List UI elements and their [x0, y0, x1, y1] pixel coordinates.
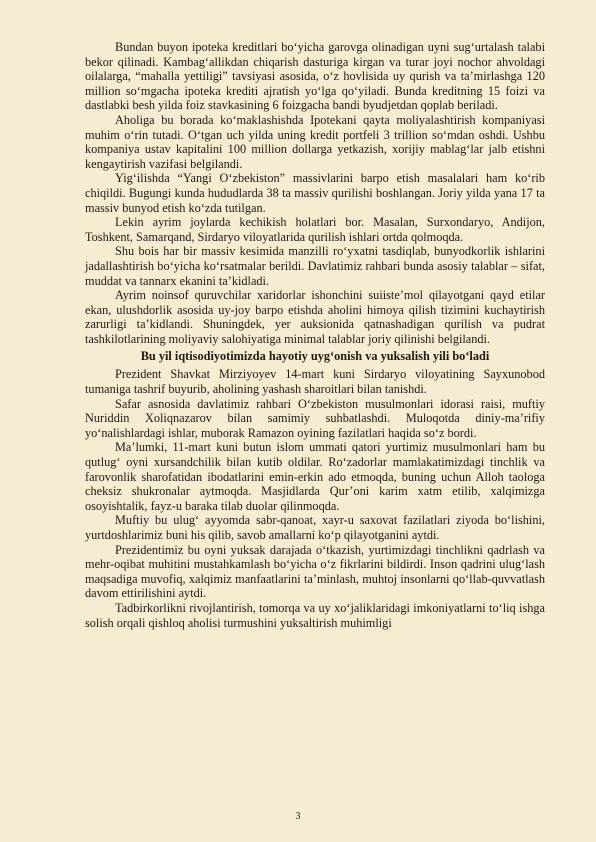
paragraph-construction-delays: Lekin ayrim joylarda kechikish holatlari bor. Masalan, Surxondaryo, Andijon, Toshkent, Samarqand, Sirdaryo viloyatlarida qurilish ishlari ortda qolmoqda. [85, 215, 545, 244]
paragraph-ramadan: Ma’lumki, 11-mart kuni butun islom ummati qatori yurtimiz musulmonlari ham bu qutlug‘ oyni xursandchilik bilan kutib oldilar. Ro‘zadorlar mamlakatimizdagi tinchlik va farovonlik sharofatidan ibodatlarini emin-erkin ado etmoqda, buning uchun Alloh taologa cheksiz shukronalar aytmoqda. Masjidlarda Qur’oni karim xatm etilib, xalqimizga osoyishtalik, fayz-u baraka tilab duolar qilinmoqda. [85, 440, 545, 513]
paragraph-mortgage-insurance: Bundan buyon ipoteka kreditlari bo‘yicha garovga olinadigan uyni sug‘urtalash talabi bekor qilinadi. Kambag‘allikdan chiqarish dasturiga kirgan va turar joyi nochor ahvoldagi oilalarga, “mahalla yettiligi” tavsiyasi asosida, o‘z hovlisida uy qurish va ta’mirlashga 120 million so‘mgacha ipoteka krediti ajratish yo‘lga qo‘yiladi. Bunda kreditning 15 foizi va dastlabki besh yilda foiz stavkasining 6 foizgacha bandi byudjetdan qoplab beriladi. [85, 40, 545, 113]
paragraph-entrepreneurship: Tadbirkorlikni rivojlantirish, tomorqa va uy xo‘jaliklaridagi imkoniyatlarni to‘liq ishga solish orqali qishloq aholisi turmushini yuksaltirish muhimligi [85, 600, 545, 630]
section-heading: Bu yil iqtisodiyotimizda hayotiy uyg‘onish va yuksalish yili bo‘ladi [140, 349, 490, 364]
paragraph-address-list: Shu bois har bir massiv kesimida manzilli ro‘yxatni tasdiqlab, bunyodkorlik ishlarini jadallashtirish bo‘yicha ko‘rsatmalar berildi. Davlatimiz rahbari bunda asosiy talablar – sifat, muddat va tannarx ekanini ta’kidladi. [85, 244, 545, 288]
paragraph-new-uzbekistan-massivs: Yig‘ilishda “Yangi O‘zbekiston” massivlarini barpo etish masalalari ham ko‘rib chiqildi. Bugungi kunda hududlarda 38 ta massiv qurilishi boshlangan. Joriy yilda yana 17 ta massiv bunyod etish ko‘zda tutilgan. [85, 171, 545, 215]
paragraph-mufti-conversation: Safar asnosida davlatimiz rahbari O‘zbekiston musulmonlari idorasi raisi, muftiy Nuriddin Xoliqnazarov bilan samimiy suhbatlashdi. Muloqotda diniy-ma’rifiy yo‘nalishlardagi ishlar, muborak Ramazon oyining fazilatlari haqida so‘z bordi. [85, 396, 545, 440]
paragraph-mufti-words: Muftiy bu ulug‘ ayyomda sabr-qanoat, xayr-u saxovat fazilatlari ziyoda bo‘lishini, yurtdoshlarimiz buni his qilib, savob amallarni ko‘p qilayotganini aytdi. [85, 513, 545, 542]
paragraph-buyer-protection: Ayrim noinsof quruvchilar xaridorlar ishonchini suiiste’mol qilayotgani qayd etilar ekan, ulushdorlik asosida uy-joy barpo etishda aholini himoya qilish tizimini kuchaytirish zarurligi ta’kidlandi. Shuningdek, yer auksionida qatnashadigan qurilish va pudrat tashkilotlarining moliyaviy salohiyatiga minimal talablar joriy qilinishi belgilandi. [85, 288, 545, 346]
paragraph-president-visit: Prezident Shavkat Mirziyoyev 14-mart kuni Sirdaryo viloyatining Sayxunobod tumaniga tashrif buyurib, aholining yashash sharoitlari bilan tanishdi. [85, 367, 545, 397]
paragraph-refinancing-company: Aholiga bu borada ko‘maklashishda Ipotekani qayta moliyalashtirish kompaniyasi muhim o‘rin tutadi. O‘tgan uch yilda uning kredit portfeli 3 trillion so‘mdan oshdi. Ushbu kompaniya ustav kapitalini 100 million dollarga yetkazish, xorijiy mablag‘lar jalb etishni kengaytirish vazifasi belgilandi. [85, 112, 545, 171]
paragraph-president-thoughts: Prezidentimiz bu oyni yuksak darajada o‘tkazish, yurtimizdagi tinchlikni qadrlash va mehr-oqibat muhitini mustahkamlash bo‘yicha o‘z fikrlarini bildirdi. Inson qadrini ulug‘lash maqsadiga muvofiq, xalqimiz manfaatlarini ta’minlash, muhtoj insonlarni qo‘llab-quvvatlash davom ettirilishini aytdi. [85, 542, 545, 601]
page-number: 3 [295, 811, 301, 822]
